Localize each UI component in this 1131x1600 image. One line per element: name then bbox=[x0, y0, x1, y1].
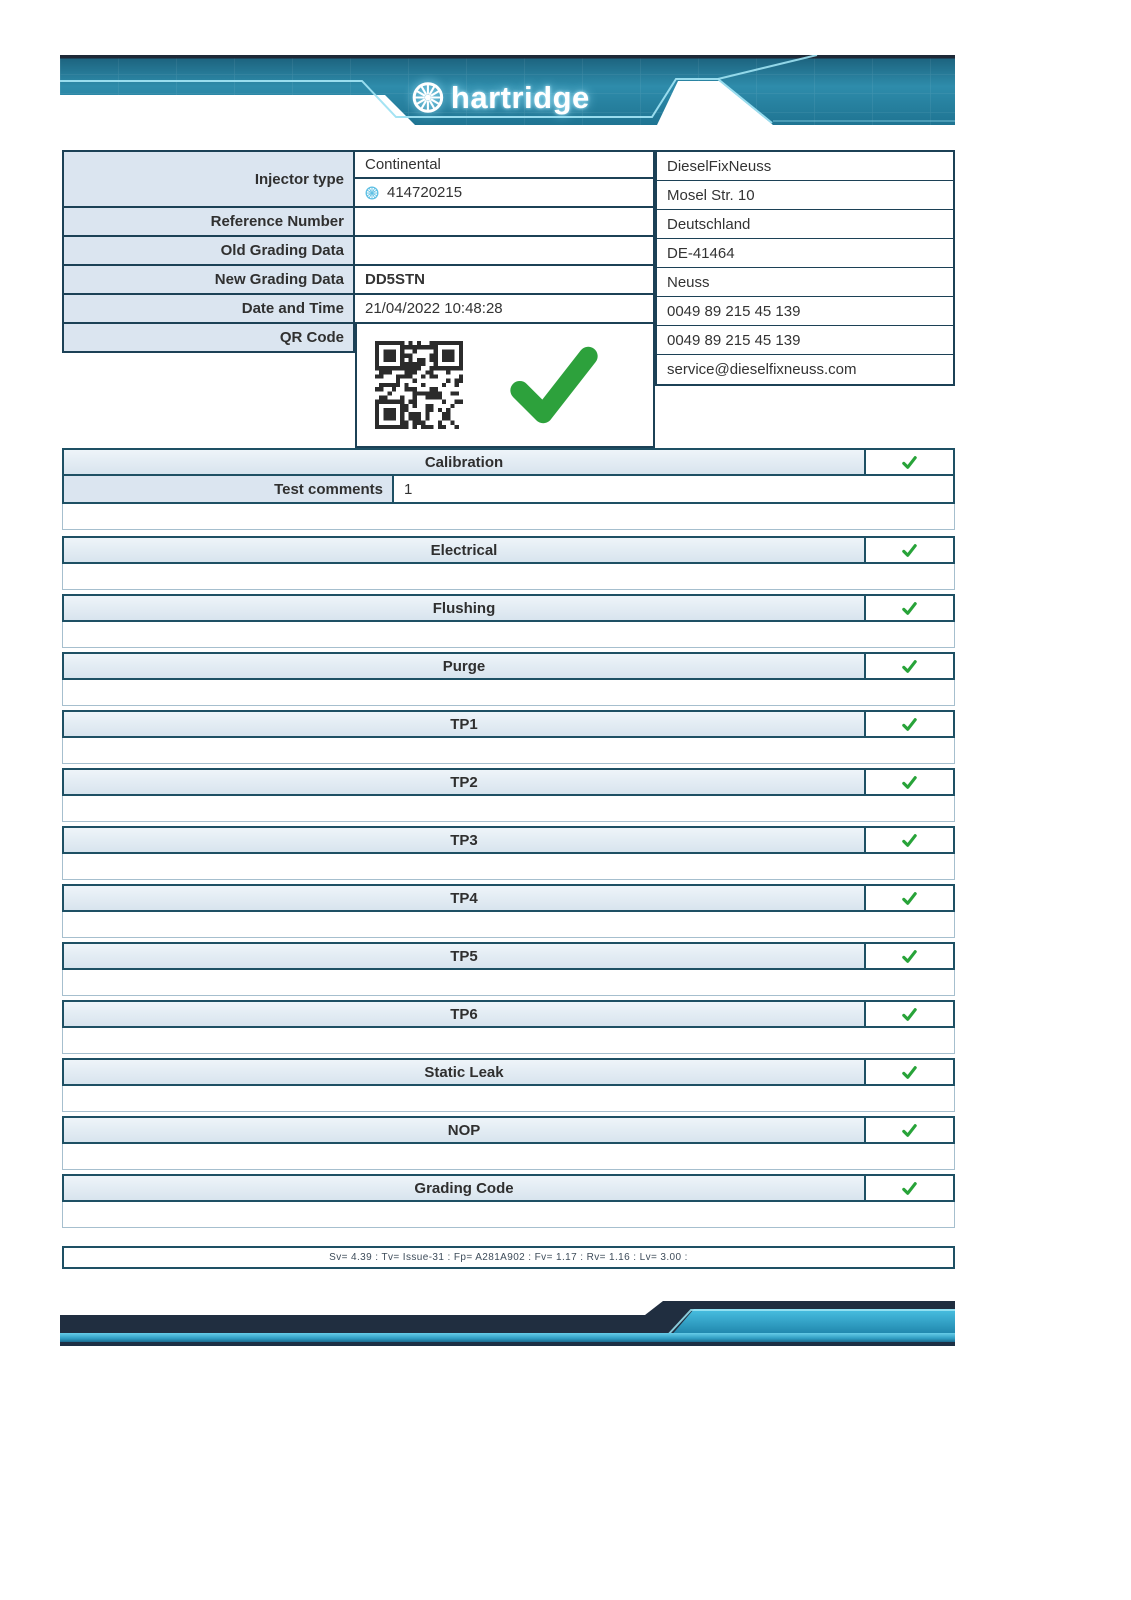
injector-info-table bbox=[62, 150, 955, 448]
test-results bbox=[62, 448, 955, 1269]
section-status-cell bbox=[866, 596, 953, 620]
calibration-block bbox=[62, 448, 955, 530]
section-title: TP3 bbox=[64, 828, 866, 852]
table-row bbox=[62, 237, 655, 266]
calibration-title: Calibration bbox=[64, 450, 866, 474]
section-title: Grading Code bbox=[64, 1176, 866, 1200]
new-grading-data-value: DD5STN bbox=[355, 266, 655, 295]
contact-row-phone-2: 0049 89 215 45 139 bbox=[657, 326, 953, 355]
test-comments-row bbox=[62, 476, 955, 504]
section-title: Purge bbox=[64, 654, 866, 678]
date-and-time-value: 21/04/2022 10:48:28 bbox=[355, 295, 655, 324]
section-title: Electrical bbox=[64, 538, 866, 562]
test-comments-label: Test comments bbox=[64, 476, 394, 502]
test-section-static-leak bbox=[62, 1058, 955, 1112]
test-section-electrical bbox=[62, 536, 955, 590]
section-title: TP1 bbox=[64, 712, 866, 736]
check-icon bbox=[901, 833, 918, 848]
qr-code-cell bbox=[355, 324, 655, 448]
check-icon bbox=[901, 717, 918, 732]
table-row bbox=[62, 324, 655, 448]
section-status-cell bbox=[866, 538, 953, 562]
test-section-tp4 bbox=[62, 884, 955, 938]
section-empty-row bbox=[62, 1086, 955, 1112]
check-icon bbox=[901, 891, 918, 906]
old-grading-data-value bbox=[355, 237, 655, 266]
section-empty-row bbox=[62, 1028, 955, 1054]
section-empty-row bbox=[62, 564, 955, 590]
contact-row-city: Neuss bbox=[657, 268, 953, 297]
section-empty-row bbox=[62, 738, 955, 764]
brand-logo bbox=[411, 81, 590, 114]
contact-row-phone-1: 0049 89 215 45 139 bbox=[657, 297, 953, 326]
injector-type-label: Injector type bbox=[62, 150, 355, 208]
injector-wheel-icon bbox=[365, 186, 379, 200]
qr-code-label: QR Code bbox=[62, 324, 355, 353]
test-section-purge bbox=[62, 652, 955, 706]
hartridge-wheel-icon bbox=[411, 81, 444, 114]
test-section-tp3 bbox=[62, 826, 955, 880]
check-icon bbox=[901, 949, 918, 964]
contact-row-country: Deutschland bbox=[657, 210, 953, 239]
footer-banner bbox=[60, 1295, 955, 1350]
section-title: Static Leak bbox=[64, 1060, 866, 1084]
check-icon bbox=[901, 455, 918, 470]
test-section-tp5 bbox=[62, 942, 955, 996]
version-info-line: Sv= 4.39 : Tv= Issue-31 : Fp= A281A902 : Fv= 1.17 : Rv= 1.16 : Lv= 3.00 : bbox=[62, 1246, 955, 1269]
section-empty-row bbox=[62, 970, 955, 996]
section-empty-row bbox=[62, 796, 955, 822]
test-section-grading-code bbox=[62, 1174, 955, 1228]
section-empty-row bbox=[62, 912, 955, 938]
section-status-cell bbox=[866, 886, 953, 910]
test-section-nop bbox=[62, 1116, 955, 1170]
injector-type-value-2 bbox=[355, 179, 655, 208]
section-title: TP6 bbox=[64, 1002, 866, 1026]
section-title: TP5 bbox=[64, 944, 866, 968]
check-icon bbox=[901, 1065, 918, 1080]
section-empty-row bbox=[62, 680, 955, 706]
section-status-cell bbox=[866, 1176, 953, 1200]
injector-fields-table bbox=[62, 150, 655, 448]
section-empty-row bbox=[62, 622, 955, 648]
test-section-flushing bbox=[62, 594, 955, 648]
contact-row-email: service@dieselfixneuss.com bbox=[657, 355, 953, 384]
test-section-tp1 bbox=[62, 710, 955, 764]
brand-logo-text: hartridge bbox=[450, 80, 590, 115]
header-banner bbox=[60, 55, 955, 125]
table-row bbox=[62, 266, 655, 295]
old-grading-data-label: Old Grading Data bbox=[62, 237, 355, 266]
check-icon bbox=[901, 543, 918, 558]
test-section-tp2 bbox=[62, 768, 955, 822]
table-row bbox=[62, 208, 655, 237]
section-status-cell bbox=[866, 654, 953, 678]
injector-number-text: 414720215 bbox=[387, 184, 463, 201]
new-grading-data-label: New Grading Data bbox=[62, 266, 355, 295]
test-comments-value: 1 bbox=[404, 480, 413, 498]
calibration-row bbox=[62, 448, 955, 476]
section-empty-row bbox=[62, 1202, 955, 1228]
footer-banner-graphic bbox=[60, 1295, 955, 1350]
section-status-cell bbox=[866, 1060, 953, 1084]
section-status-cell bbox=[866, 828, 953, 852]
check-icon bbox=[901, 659, 918, 674]
section-status-cell bbox=[866, 1118, 953, 1142]
check-icon bbox=[901, 1123, 918, 1138]
injector-type-value-1 bbox=[355, 150, 655, 179]
reference-number-label: Reference Number bbox=[62, 208, 355, 237]
contact-row-postcode: DE-41464 bbox=[657, 239, 953, 268]
section-title: TP4 bbox=[64, 886, 866, 910]
table-row bbox=[62, 295, 655, 324]
calibration-status-cell bbox=[866, 450, 953, 474]
section-title: TP2 bbox=[64, 770, 866, 794]
contact-row-street: Mosel Str. 10 bbox=[657, 181, 953, 210]
spacer-row bbox=[62, 504, 955, 530]
section-title: Flushing bbox=[64, 596, 866, 620]
overall-pass-check-icon bbox=[505, 340, 603, 430]
date-and-time-label: Date and Time bbox=[62, 295, 355, 324]
section-status-cell bbox=[866, 944, 953, 968]
workshop-contact-table bbox=[655, 150, 955, 386]
reference-number-value bbox=[355, 208, 655, 237]
check-icon bbox=[901, 601, 918, 616]
qr-code-image bbox=[375, 341, 463, 429]
check-icon bbox=[901, 1181, 918, 1196]
table-row bbox=[62, 150, 655, 208]
section-status-cell bbox=[866, 712, 953, 736]
injector-type-text: Continental bbox=[365, 156, 441, 173]
section-empty-row bbox=[62, 854, 955, 880]
contact-row-company: DieselFixNeuss bbox=[657, 152, 953, 181]
check-icon bbox=[901, 1007, 918, 1022]
section-status-cell bbox=[866, 1002, 953, 1026]
test-section-tp6 bbox=[62, 1000, 955, 1054]
section-title: NOP bbox=[64, 1118, 866, 1142]
check-icon bbox=[901, 775, 918, 790]
section-status-cell bbox=[866, 770, 953, 794]
section-empty-row bbox=[62, 1144, 955, 1170]
